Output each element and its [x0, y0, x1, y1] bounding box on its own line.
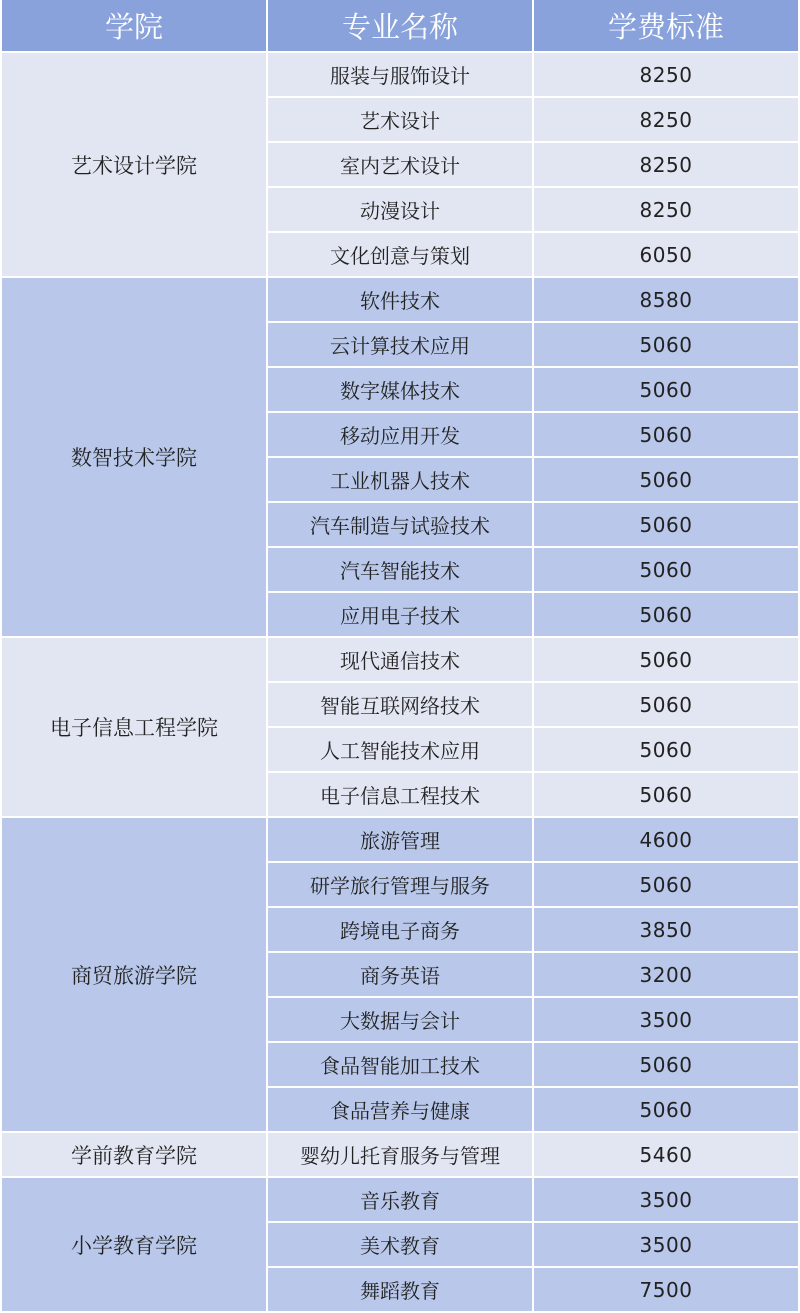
major-cell: 汽车制造与试验技术: [268, 503, 534, 548]
major-cell: 舞蹈教育: [268, 1268, 534, 1313]
fee-cell: 5060: [534, 548, 798, 593]
major-cell: 商务英语: [268, 953, 534, 998]
fee-cell: 3200: [534, 953, 798, 998]
major-cell: 现代通信技术: [268, 638, 534, 683]
major-cell: 艺术设计: [268, 98, 534, 143]
fee-cell: 5060: [534, 728, 798, 773]
major-cell: 电子信息工程技术: [268, 773, 534, 818]
header-fee: 学费标准: [534, 0, 798, 53]
major-cell: 室内艺术设计: [268, 143, 534, 188]
fee-cell: 5060: [534, 638, 798, 683]
fee-cell: 5060: [534, 773, 798, 818]
table-row: [2, 818, 798, 863]
header-row: [2, 0, 798, 53]
fee-cell: 5060: [534, 458, 798, 503]
major-cell: 人工智能技术应用: [268, 728, 534, 773]
table-body: [2, 53, 798, 1313]
college-cell: 商贸旅游学院: [2, 818, 268, 1133]
table-row: [2, 638, 798, 683]
fee-cell: 8250: [534, 143, 798, 188]
fee-cell: 5060: [534, 368, 798, 413]
major-cell: 食品智能加工技术: [268, 1043, 534, 1088]
major-cell: 音乐教育: [268, 1178, 534, 1223]
fee-cell: 8250: [534, 53, 798, 98]
major-cell: 汽车智能技术: [268, 548, 534, 593]
fee-cell: 5060: [534, 593, 798, 638]
major-cell: 服装与服饰设计: [268, 53, 534, 98]
header-college: 学院: [2, 0, 268, 53]
fee-cell: 5060: [534, 503, 798, 548]
major-cell: 跨境电子商务: [268, 908, 534, 953]
major-cell: 文化创意与策划: [268, 233, 534, 278]
major-cell: 旅游管理: [268, 818, 534, 863]
fee-cell: 8580: [534, 278, 798, 323]
major-cell: 食品营养与健康: [268, 1088, 534, 1133]
fee-cell: 5060: [534, 1043, 798, 1088]
fee-cell: 5060: [534, 683, 798, 728]
major-cell: 移动应用开发: [268, 413, 534, 458]
major-cell: 动漫设计: [268, 188, 534, 233]
header-major: 专业名称: [268, 0, 534, 53]
major-cell: 数字媒体技术: [268, 368, 534, 413]
tuition-table: [2, 0, 798, 1313]
fee-cell: 4600: [534, 818, 798, 863]
fee-cell: 7500: [534, 1268, 798, 1313]
fee-cell: 5060: [534, 323, 798, 368]
major-cell: 婴幼儿托育服务与管理: [268, 1133, 534, 1178]
major-cell: 工业机器人技术: [268, 458, 534, 503]
fee-cell: 3500: [534, 998, 798, 1043]
fee-cell: 3850: [534, 908, 798, 953]
college-cell: 电子信息工程学院: [2, 638, 268, 818]
table-row: [2, 1178, 798, 1223]
table-row: [2, 278, 798, 323]
fee-cell: 8250: [534, 188, 798, 233]
major-cell: 研学旅行管理与服务: [268, 863, 534, 908]
college-cell: 艺术设计学院: [2, 53, 268, 278]
fee-cell: 5060: [534, 413, 798, 458]
major-cell: 云计算技术应用: [268, 323, 534, 368]
college-cell: 数智技术学院: [2, 278, 268, 638]
major-cell: 大数据与会计: [268, 998, 534, 1043]
fee-cell: 8250: [534, 98, 798, 143]
college-cell: 小学教育学院: [2, 1178, 268, 1313]
major-cell: 应用电子技术: [268, 593, 534, 638]
major-cell: 智能互联网络技术: [268, 683, 534, 728]
fee-cell: 6050: [534, 233, 798, 278]
college-cell: 学前教育学院: [2, 1133, 268, 1178]
fee-cell: 5060: [534, 1088, 798, 1133]
fee-cell: 3500: [534, 1223, 798, 1268]
fee-cell: 5460: [534, 1133, 798, 1178]
major-cell: 美术教育: [268, 1223, 534, 1268]
table-row: [2, 53, 798, 98]
major-cell: 软件技术: [268, 278, 534, 323]
fee-cell: 3500: [534, 1178, 798, 1223]
fee-cell: 5060: [534, 863, 798, 908]
table-row: [2, 1133, 798, 1178]
